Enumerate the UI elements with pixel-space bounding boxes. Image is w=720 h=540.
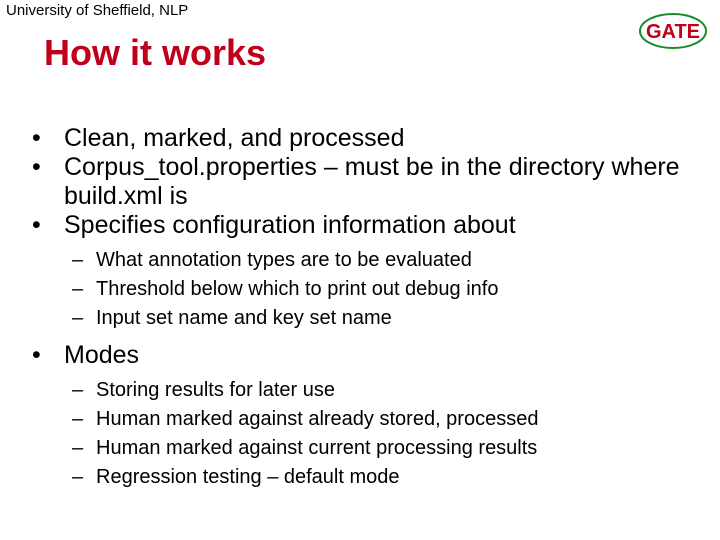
- dash-marker: –: [72, 278, 84, 300]
- dash-marker: –: [72, 249, 84, 271]
- sub-bullet-text: Storing results for later use: [96, 379, 335, 401]
- slide-content: [32, 124, 702, 492]
- sub-bullet-item: [32, 434, 702, 463]
- sub-bullet-text: Regression testing – default mode: [96, 466, 400, 488]
- bullet-text: Modes: [64, 341, 140, 369]
- svg-text:GATE: GATE: [645, 21, 701, 43]
- modes-sub-list: [32, 376, 702, 492]
- bullet-text: Specifies configuration information about: [64, 211, 516, 239]
- bullet-marker: •: [32, 124, 41, 152]
- sub-bullet-text: Threshold below which to print out debug info: [96, 278, 499, 300]
- sub-bullet-item: [32, 275, 702, 304]
- bullet-marker: •: [32, 341, 41, 369]
- slide-title: How it works: [44, 32, 267, 73]
- bullet-item: [32, 211, 702, 240]
- sub-bullet-text: Input set name and key set name: [96, 307, 392, 329]
- institution-header: University of Sheffield, NLP: [6, 2, 189, 19]
- sub-bullet-text: Human marked against already stored, processed: [96, 408, 539, 430]
- sub-bullet-text: Human marked against current processing results: [96, 437, 538, 459]
- sub-bullet-item: [32, 304, 702, 333]
- dash-marker: –: [72, 466, 84, 488]
- sub-bullet-item: [32, 463, 702, 492]
- bullet-item: [32, 341, 702, 370]
- bullet-text: Clean, marked, and processed: [64, 124, 405, 152]
- bullet-marker: •: [32, 211, 41, 239]
- dash-marker: –: [72, 437, 84, 459]
- dash-marker: –: [72, 307, 84, 329]
- dash-marker: –: [72, 408, 84, 430]
- bullet-item: [32, 124, 702, 153]
- sub-bullet-text: What annotation types are to be evaluated: [96, 249, 472, 271]
- main-bullet-list: [32, 124, 702, 240]
- modes-list: [32, 341, 702, 370]
- sub-bullet-item: [32, 405, 702, 434]
- sub-bullet-item: [32, 376, 702, 405]
- bullet-marker: •: [32, 153, 41, 181]
- config-sub-list: [32, 246, 702, 333]
- sub-bullet-item: [32, 246, 702, 275]
- gate-logo: [636, 10, 710, 52]
- bullet-text: Corpus_tool.properties – must be in the directory where build.xml is: [64, 153, 680, 210]
- bullet-item: [32, 153, 702, 211]
- dash-marker: –: [72, 379, 84, 401]
